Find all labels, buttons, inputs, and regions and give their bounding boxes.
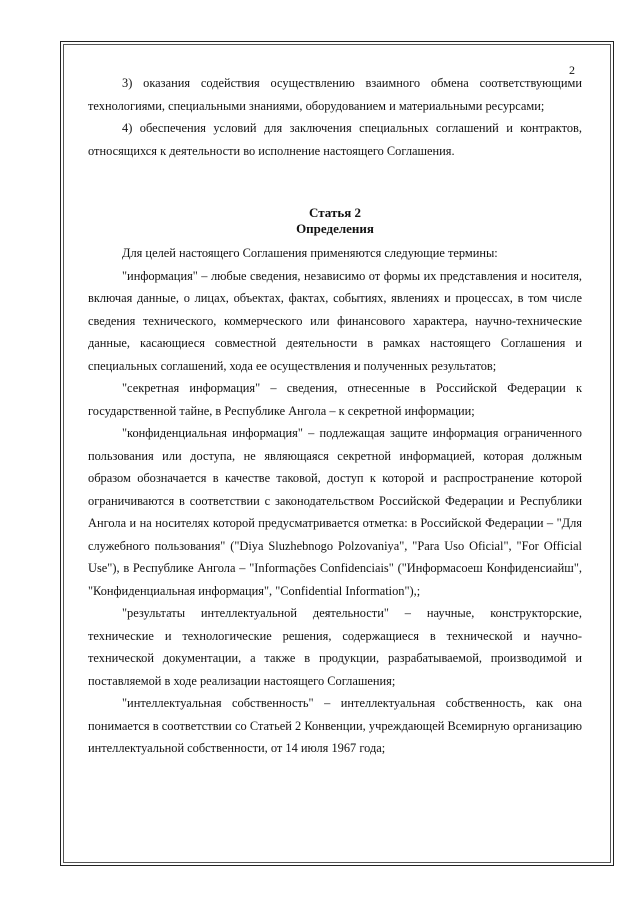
definitions-block [88, 242, 582, 760]
definitions-intro: Для целей настоящего Соглашения применяются следующие термины: [122, 246, 498, 260]
definition-secret-information: "секретная информация" – сведения, отнесенные в Российской Федерации к государственной тайне, в Республике Ангола – к секретной информации; [88, 381, 582, 418]
definition-confidential-information: "конфиденциальная информация" – подлежащая защите информация ограниченного пользования или доступа, не являющаяся секретной информацией, которая должным образом обозначается в качестве таковой, доступ к которой и распространение которой ограничиваются в соответствии с законодательством Российской Федерации и Республики Ангола и на носителях которой предусматривается отметка: в Российской Федерации – "Для служебного пользования" ("Diya Sluzhebnogo Polzovaniya", "Para Uso Oficial", "For Official Use"), в Республике Ангола – "Informações Confidenciais" ("Информасоеш Конфиденсиайш", "Конфиденциальная информация", "Confidential Information"),; [88, 426, 582, 598]
article-title: Определения [296, 221, 374, 236]
definition-intellectual-property: "интеллектуальная собственность" – интеллектуальная собственность, как она понимается в соответствии со Статьей 2 Конвенции, учреждающей Всемирную организацию интеллектуальной собственности, от 14 июля 1967 года; [88, 696, 582, 755]
clauses-block [88, 72, 582, 162]
definition-intellectual-results: "результаты интеллектуальной деятельности" – научные, конструкторские, технические и технологические решения, содержащиеся в технической и научно-технической документации, а также в продукции, разрабатываемой, производимой и поставляемой в ходе реализации настоящего Соглашения; [88, 606, 582, 688]
article-number: Статья 2 [309, 205, 361, 220]
article-heading [88, 205, 582, 237]
clause-4: 4) обеспечения условий для заключения специальных соглашений и контрактов, относящихся к деятельности во исполнение настоящего Соглашения. [88, 121, 582, 158]
definition-information: "информация" – любые сведения, независимо от формы их представления и носителя, включая данные, о лицах, объектах, фактах, событиях, явлениях и процессах, в том числе сведения технического, коммерческого или финансового характера, научно-технические данные, касающиеся совместной деятельности в рамках настоящего Соглашения и специальных соглашений, хода ее осуществления и полученных результатов; [88, 268, 582, 373]
clause-3: 3) оказания содействия осуществлению взаимного обмена соответствующими технологиями, специальными знаниями, оборудованием и материальными ресурсами; [88, 76, 582, 113]
page-number: 2 [569, 63, 575, 77]
